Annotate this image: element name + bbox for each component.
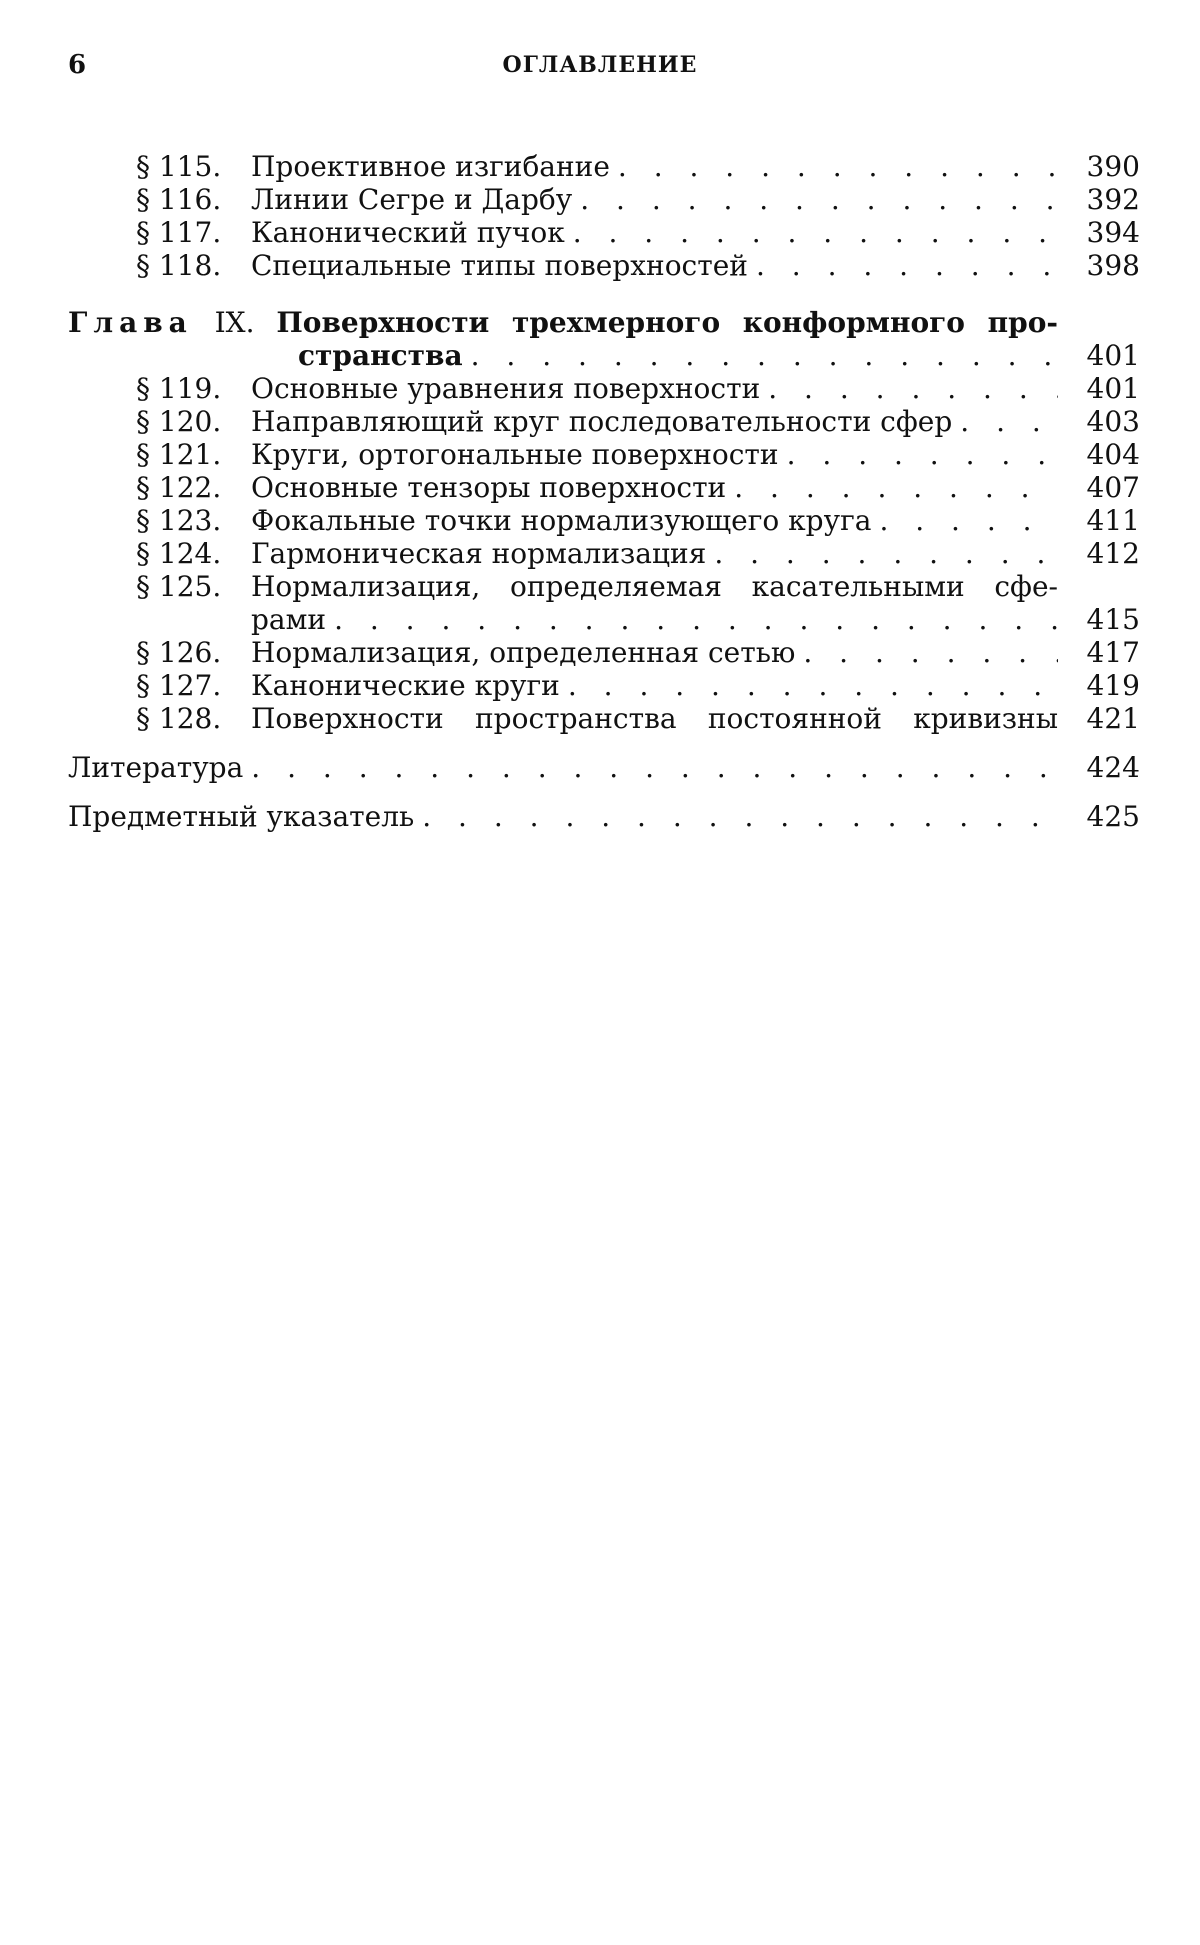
section-number: § 126. <box>136 636 222 669</box>
page-ref: 412 <box>1086 537 1140 570</box>
page-ref: 401 <box>1086 372 1140 405</box>
section-number: § 118. <box>136 249 222 282</box>
section-number: § 127. <box>136 669 222 702</box>
dot-leader <box>706 537 1058 570</box>
section-title: Нормализация, определяемая касательными сфе- <box>251 570 1058 603</box>
bibliography-title: Литература <box>68 751 244 784</box>
toc-bibliography <box>68 751 1140 784</box>
section-title: Направляющий круг последовательности сфер <box>251 405 953 438</box>
chapter-heading-line <box>68 306 1058 339</box>
page-ref: 411 <box>1086 504 1140 537</box>
section-number: § 128. <box>136 702 222 735</box>
page-ref: 392 <box>1086 183 1140 216</box>
toc-entry-127 <box>68 669 1140 702</box>
section-title: Основные уравнения поверхности <box>251 372 761 405</box>
page-ref: 425 <box>1086 800 1140 833</box>
toc-entry-121 <box>68 438 1140 471</box>
subject-index-title: Предметный указатель <box>68 800 415 833</box>
page-ref: 390 <box>1086 150 1140 183</box>
section-number: § 123. <box>136 504 222 537</box>
section-title: Круги, ортогональные поверхности <box>251 438 779 471</box>
section-title: Специальные типы поверхностей <box>251 249 748 282</box>
page-ref: 394 <box>1086 216 1140 249</box>
dot-leader <box>795 636 1058 669</box>
dot-leader <box>726 471 1058 504</box>
toc-subject-index <box>68 800 1140 833</box>
toc-entry-124 <box>68 537 1140 570</box>
section-title: Поверхности пространства постоянной кривизны <box>251 702 1058 735</box>
section-number: § 119. <box>136 372 222 405</box>
running-title: ОГЛАВЛЕНИЕ <box>502 52 698 78</box>
dot-leader <box>748 249 1058 282</box>
dot-leader <box>572 183 1058 216</box>
page-ref: 415 <box>1086 603 1140 636</box>
page-ref: 421 <box>1086 702 1140 735</box>
section-number: § 117. <box>136 216 222 249</box>
dot-leader <box>560 669 1058 702</box>
toc-entry-115 <box>68 150 1140 183</box>
section-number: § 121. <box>136 438 222 471</box>
page-header <box>68 50 1132 86</box>
toc-entry-117 <box>68 216 1140 249</box>
toc-entry-120 <box>68 405 1140 438</box>
section-number: § 116. <box>136 183 222 216</box>
section-title: Линии Сегре и Дарбу <box>251 183 573 216</box>
dot-leader <box>760 372 1058 405</box>
page-ref: 404 <box>1086 438 1140 471</box>
dot-leader <box>565 216 1058 249</box>
page-ref: 419 <box>1086 669 1140 702</box>
chapter-title-continued: странства <box>298 339 463 372</box>
section-number: § 122. <box>136 471 222 504</box>
section-title: Проективное изгибание <box>251 150 610 183</box>
toc-entry-122 <box>68 471 1140 504</box>
section-title: Канонические круги <box>251 669 560 702</box>
section-number: § 125. <box>136 570 222 603</box>
toc-chapter-9 <box>68 306 1140 372</box>
toc-entry-125 <box>68 570 1140 636</box>
section-number: § 115. <box>136 150 222 183</box>
toc-entry-118 <box>68 249 1140 282</box>
page-ref: 398 <box>1086 249 1140 282</box>
section-title: Фокальные точки нормализующего круга <box>251 504 872 537</box>
section-number: § 120. <box>136 405 222 438</box>
page-ref: 424 <box>1086 751 1140 784</box>
toc-entry-128 <box>68 702 1140 735</box>
dot-leader <box>871 504 1058 537</box>
chapter-title: Поверхности трехмерного конформного про- <box>276 306 1058 339</box>
page-ref: 417 <box>1086 636 1140 669</box>
page-ref: 403 <box>1086 405 1140 438</box>
dot-leader <box>326 603 1058 636</box>
page-ref: 401 <box>1086 339 1140 372</box>
section-title: Канонический пучок <box>251 216 565 249</box>
toc-entry-119 <box>68 372 1140 405</box>
toc-entry-126 <box>68 636 1140 669</box>
dot-leader <box>952 405 1058 438</box>
dot-leader <box>610 150 1058 183</box>
page-ref: 407 <box>1086 471 1140 504</box>
dot-leader <box>463 339 1058 372</box>
table-of-contents <box>68 150 1140 833</box>
dot-leader <box>414 800 1058 833</box>
dot-leader <box>243 751 1058 784</box>
section-number: § 124. <box>136 537 222 570</box>
section-title: Нормализация, определенная сетью <box>251 636 796 669</box>
chapter-label: Глава <box>68 306 193 339</box>
toc-entry-123 <box>68 504 1140 537</box>
chapter-number: IX. <box>214 306 255 339</box>
section-title: Основные тензоры поверхности <box>251 471 727 504</box>
section-title: Гармоническая нормализация <box>251 537 707 570</box>
section-title-continued: рами <box>251 603 327 636</box>
page-number: 6 <box>68 50 87 80</box>
toc-entry-116 <box>68 183 1140 216</box>
dot-leader <box>779 438 1058 471</box>
